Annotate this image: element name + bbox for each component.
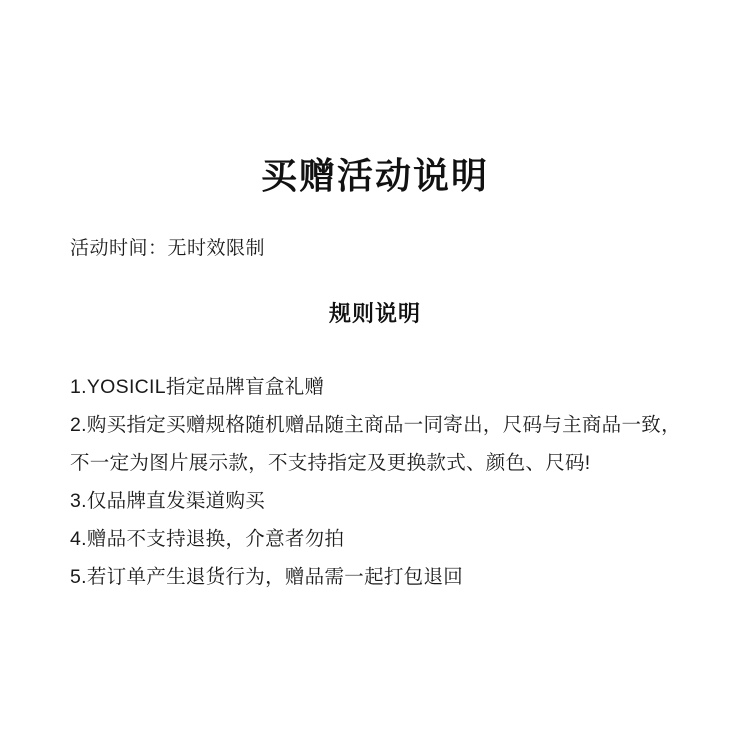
rules-list: [70, 368, 688, 596]
page-title: 买赠活动说明: [260, 155, 489, 196]
list-item: 2.购买指定买赠规格随机赠品随主商品一同寄出，尺码与主商品一致，不一定为图片展示款，不支持指定及更换款式、颜色、尺码!: [70, 414, 681, 474]
activity-time-text: 活动时间：无时效限制: [70, 238, 266, 259]
list-item: 4.赠品不支持退换，介意者勿拍: [70, 528, 345, 550]
list-item: 1.YOSICIL指定品牌盲盒礼赠: [70, 376, 325, 398]
list-item: 5.若订单产生退货行为，赠品需一起打包退回: [70, 566, 464, 588]
list-item: 3.仅品牌直发渠道购买: [70, 490, 266, 512]
rules-heading: 规则说明: [328, 301, 421, 326]
